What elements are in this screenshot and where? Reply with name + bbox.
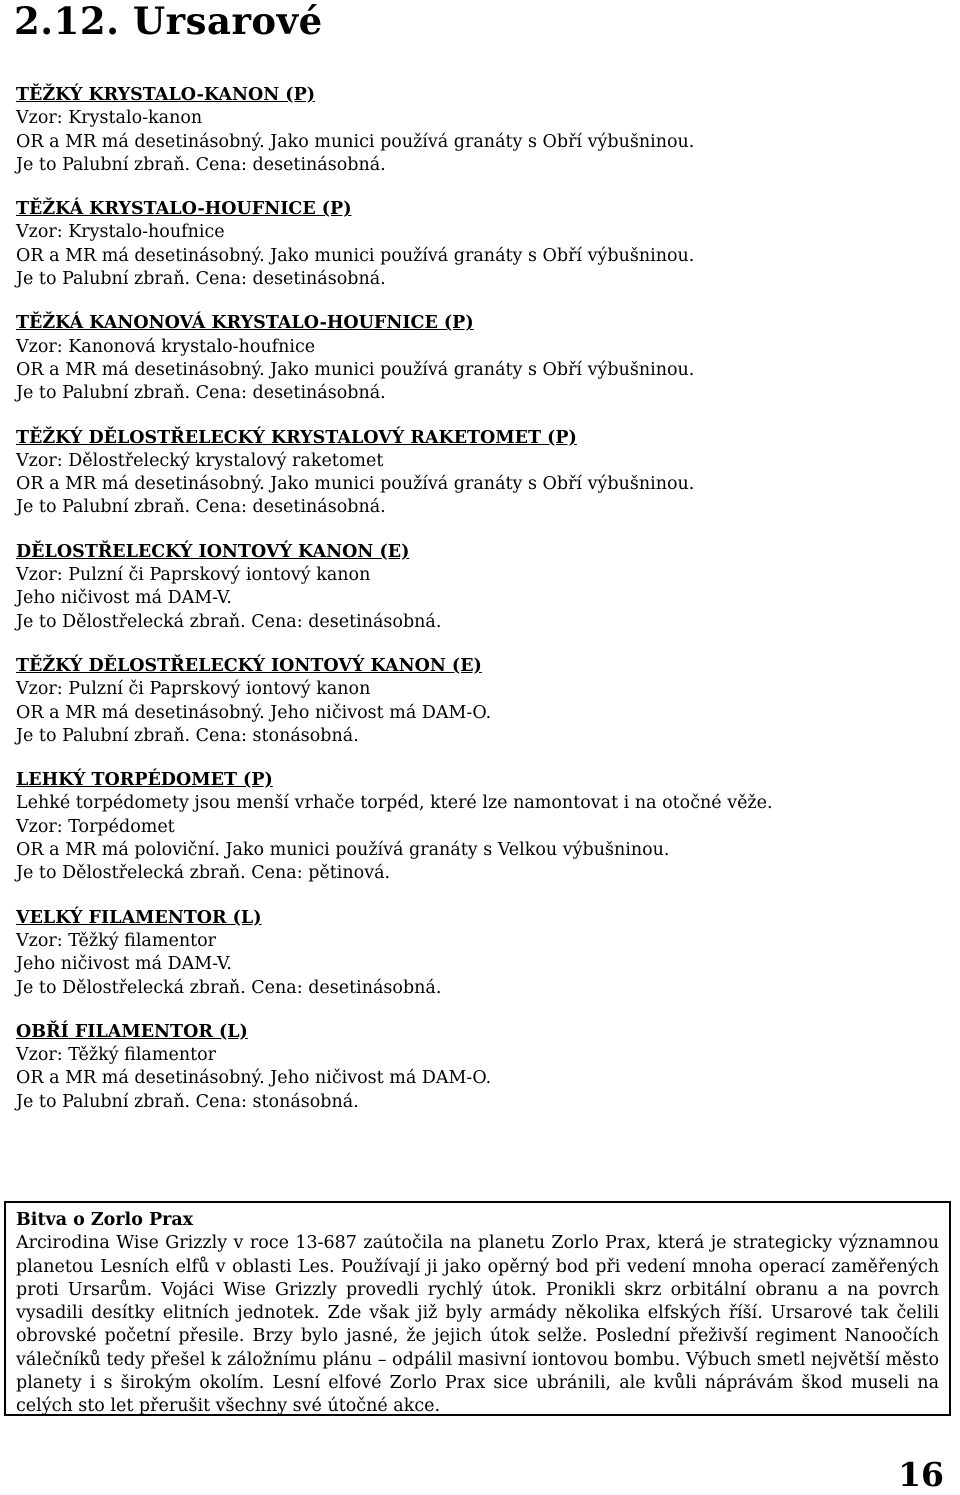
weapon-section [16,84,946,177]
weapon-detail-line: Je to Palubní zbraň. Cena: desetinásobná. [16,154,386,175]
weapon-detail-line: OR a MR má desetinásobný. Jako munici používá granáty s Obří výbušninou. [16,359,695,380]
weapon-section [16,769,946,885]
weapon-section [16,198,946,291]
weapon-list [16,84,946,1135]
weapon-heading: TĚŽKÁ KRYSTALO-HOUFNICE (P) [16,199,352,220]
page-title: 2.12. Ursarové [14,0,323,43]
weapon-detail-line: Je to Palubní zbraň. Cena: desetinásobná. [16,383,386,404]
weapon-detail-line: Lehké torpédomety jsou menší vrhače torpéd, které lze namontovat i na otočné věže. [16,793,773,814]
weapon-detail-line: Vzor: Torpédomet [16,816,175,837]
weapon-detail-line: Jeho ničivost má DAM-V. [16,954,232,975]
weapon-detail-line: Je to Palubní zbraň. Cena: desetinásobná. [16,269,386,290]
weapon-heading: TĚŽKÝ DĚLOSTŘELECKÝ IONTOVÝ KANON (E) [16,655,482,676]
weapon-detail-line: Je to Dělostřelecká zbraň. Cena: pětinová. [16,863,391,884]
weapon-heading: TĚŽKÝ KRYSTALO-KANON (P) [16,85,316,105]
weapon-section [16,1021,946,1114]
weapon-section [16,427,946,520]
weapon-section [16,312,946,405]
weapon-heading: OBŘÍ FILAMENTOR (L) [16,1021,248,1042]
weapon-heading: DĚLOSTŘELECKÝ IONTOVÝ KANON (E) [16,541,410,562]
weapon-detail-line: Jeho ničivost má DAM-V. [16,588,232,609]
infobox-text: Arcirodina Wise Grizzly v roce 13-687 zaútočila na planetu Zorlo Prax, která je strategicky významnou planetou Lesních elfů v oblasti Les. Používají ji jako opěrný bod při vedení mnoha operací zaměřených proti Ursarům. Vojáci Wise Grizzly provedli rychlý útok. Pronikli skrz orbitální obranu a na povrch vysadili desítky elitních jednotek. Zde však již byly armády několika elfských říší. Ursarové tak čelili obrovské početní přesile. Brzy bylo jasné, že jejich útok selže. Poslední přeživší regiment Nanoočích válečníků tedy přešel k záložnímu plánu – odpálil masivní iontovou bombu. Výbuch smetl největší město planety i s širokým okolím. Lesní elfové Zorlo Prax sice ubránili, ale kvůli náprávám škod museli na celých sto let přerušit všechny své útočné akce. [16,1233,939,1417]
weapon-section [16,655,946,748]
weapon-detail-line: Je to Palubní zbraň. Cena: stonásobná. [16,1091,359,1112]
weapon-detail-line: OR a MR má desetinásobný. Jako munici používá granáty s Obří výbušninou. [16,131,695,152]
weapon-detail-line: OR a MR má desetinásobný. Jeho ničivost má DAM-O. [16,702,492,723]
weapon-section [16,907,946,1000]
weapon-detail-line: Vzor: Těžký filamentor [16,930,217,951]
weapon-detail-line: OR a MR má poloviční. Jako munici používá granáty s Velkou výbušninou. [16,840,670,861]
weapon-detail-line: OR a MR má desetinásobný. Jako munici používá granáty s Obří výbušninou. [16,474,695,495]
weapon-detail-line: Vzor: Krystalo-houfnice [16,222,225,243]
weapon-detail-line: Je to Dělostřelecká zbraň. Cena: desetinásobná. [16,611,442,632]
weapon-detail-line: OR a MR má desetinásobný. Jeho ničivost má DAM-O. [16,1068,492,1089]
weapon-detail-line: Je to Palubní zbraň. Cena: desetinásobná. [16,497,386,518]
page-number: 16 [898,1455,944,1494]
weapon-detail-line: Vzor: Těžký filamentor [16,1045,217,1066]
weapon-detail-line: Vzor: Pulzní či Paprskový iontový kanon [16,565,371,586]
weapon-heading: LEHKÝ TORPÉDOMET (P) [16,770,273,791]
weapon-heading: VELKÝ FILAMENTOR (L) [16,907,262,928]
weapon-detail-line: Je to Palubní zbraň. Cena: stonásobná. [16,725,359,746]
weapon-detail-line: Je to Dělostřelecká zbraň. Cena: desetinásobná. [16,977,442,998]
weapon-detail-line: Vzor: Krystalo-kanon [16,108,203,129]
weapon-section [16,541,946,634]
weapon-heading: TĚŽKÝ DĚLOSTŘELECKÝ KRYSTALOVÝ RAKETOMET (P) [16,427,577,448]
weapon-heading: TĚŽKÁ KANONOVÁ KRYSTALO-HOUFNICE (P) [16,313,474,334]
weapon-detail-line: Vzor: Kanonová krystalo-houfnice [16,336,316,357]
infobox-title: Bitva o Zorlo Prax [16,1210,194,1230]
weapon-detail-line: OR a MR má desetinásobný. Jako munici používá granáty s Obří výbušninou. [16,245,695,266]
weapon-detail-line: Vzor: Pulzní či Paprskový iontový kanon [16,679,371,700]
lore-infobox [4,1201,951,1416]
weapon-detail-line: Vzor: Dělostřelecký krystalový raketomet [16,450,384,471]
